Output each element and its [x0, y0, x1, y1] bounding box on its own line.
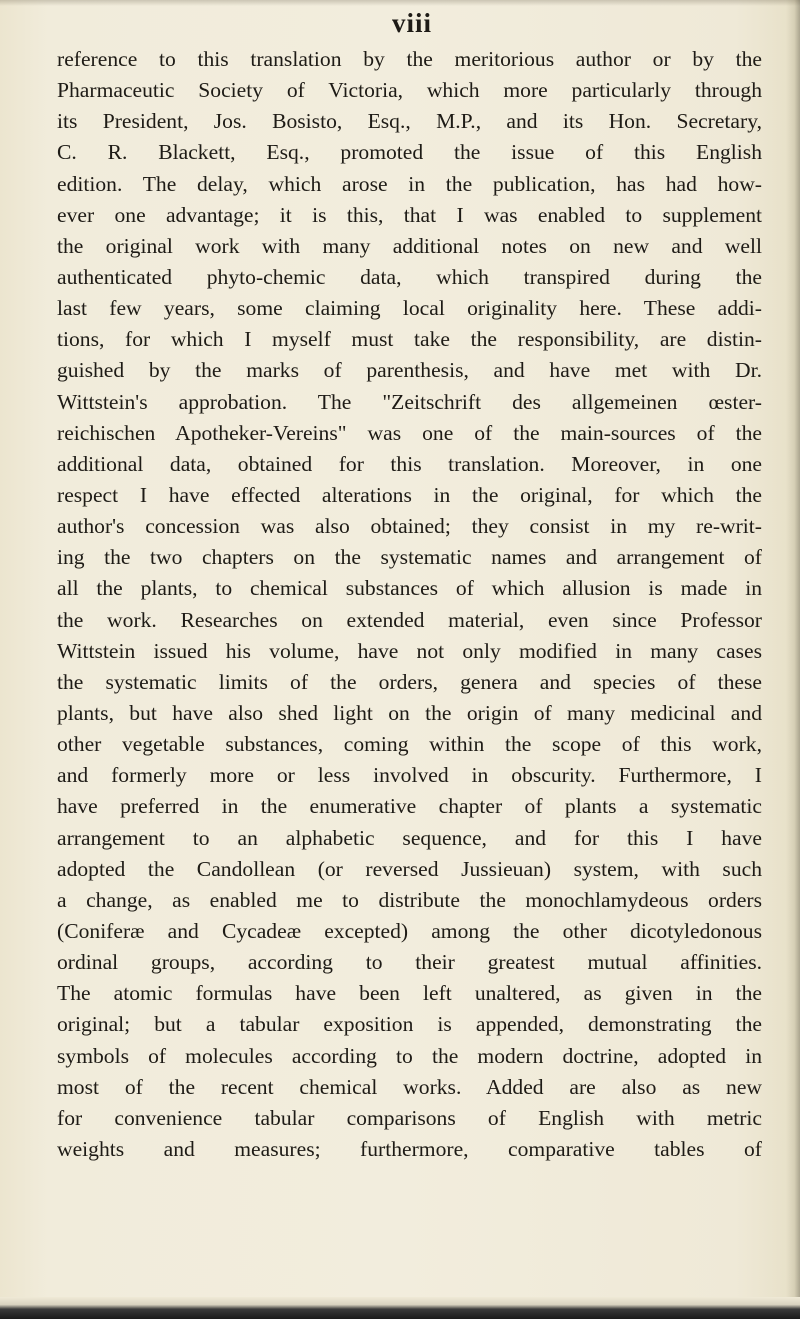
page-top-edge — [0, 0, 800, 6]
text-line: plants, but have also shed light on the origin of many medicinal and — [57, 700, 762, 725]
text-line: the original work with many additional notes on new and well — [57, 233, 762, 258]
text-line: reichischen Apotheker-Vereins" was one of the main-sources of the — [57, 420, 762, 445]
text-line: ordinal groups, according to their greatest mutual affinities. — [57, 950, 762, 975]
text-line: all the plants, to chemical substances of which allusion is made in — [57, 576, 762, 601]
body-text — [57, 44, 762, 1165]
text-line: ever one advantage; it is this, that I was enabled to supplement — [57, 202, 762, 227]
text-line: reference to this translation by the meritorious author or by the — [57, 47, 762, 71]
page-number: viii — [391, 8, 432, 38]
text-line: additional data, obtained for this translation. Moreover, in one — [57, 451, 762, 476]
text-line: other vegetable substances, coming within the scope of this work, — [57, 732, 762, 757]
text-line: tions, for which I myself must take the responsibility, are distin- — [57, 327, 762, 352]
text-line: weights and measures; furthermore, comparative tables of — [57, 1136, 762, 1161]
text-line: Wittstein's approbation. The "Zeitschrift des allgemeinen œster- — [57, 389, 762, 414]
text-line: arrangement to an alphabetic sequence, and for this I have — [57, 825, 762, 850]
text-line: have preferred in the enumerative chapter of plants a systematic — [57, 794, 762, 819]
text-line: the systematic limits of the orders, genera and species of these — [57, 669, 762, 694]
page-right-edge — [786, 0, 800, 1319]
text-line: for convenience tabular comparisons of English with metric — [57, 1105, 762, 1130]
text-line: original; but a tabular exposition is appended, demonstrating the — [57, 1012, 762, 1037]
scan-bottom-edge — [0, 1297, 800, 1319]
text-line: C. R. Blackett, Esq., promoted the issue of this English — [57, 140, 762, 165]
text-line: most of the recent chemical works. Added are also as new — [57, 1074, 762, 1099]
text-line: a change, as enabled me to distribute the monochlamydeous orders — [57, 887, 762, 912]
text-line: ing the two chapters on the systematic names and arrangement of — [57, 545, 762, 570]
text-line: author's concession was also obtained; they consist in my re-writ- — [57, 514, 762, 539]
text-line: its President, Jos. Bosisto, Esq., M.P., and its Hon. Secretary, — [57, 109, 762, 134]
text-line: and formerly more or less involved in obscurity. Furthermore, I — [57, 763, 762, 788]
text-line: Pharmaceutic Society of Victoria, which more particularly through — [57, 78, 762, 103]
text-line: (Coniferæ and Cycadeæ excepted) among the other dicotyledonous — [57, 918, 762, 943]
text-line: respect I have effected alterations in the original, for which the — [57, 482, 762, 507]
text-line: adopted the Candollean (or reversed Jussieuan) system, with such — [57, 856, 762, 881]
text-line: Wittstein issued his volume, have not only modified in many cases — [57, 638, 762, 663]
text-line: guished by the marks of parenthesis, and have met with Dr. — [57, 358, 762, 383]
text-line: authenticated phyto-chemic data, which transpired during the — [57, 264, 762, 289]
text-line: The atomic formulas have been left unaltered, as given in the — [57, 981, 762, 1006]
text-line: last few years, some claiming local originality here. These addi- — [57, 296, 762, 321]
text-line: edition. The delay, which arose in the publication, has had how- — [57, 171, 762, 196]
text-line: symbols of molecules according to the modern doctrine, adopted in — [57, 1043, 762, 1068]
text-line: the work. Researches on extended material, even since Professor — [57, 607, 762, 632]
